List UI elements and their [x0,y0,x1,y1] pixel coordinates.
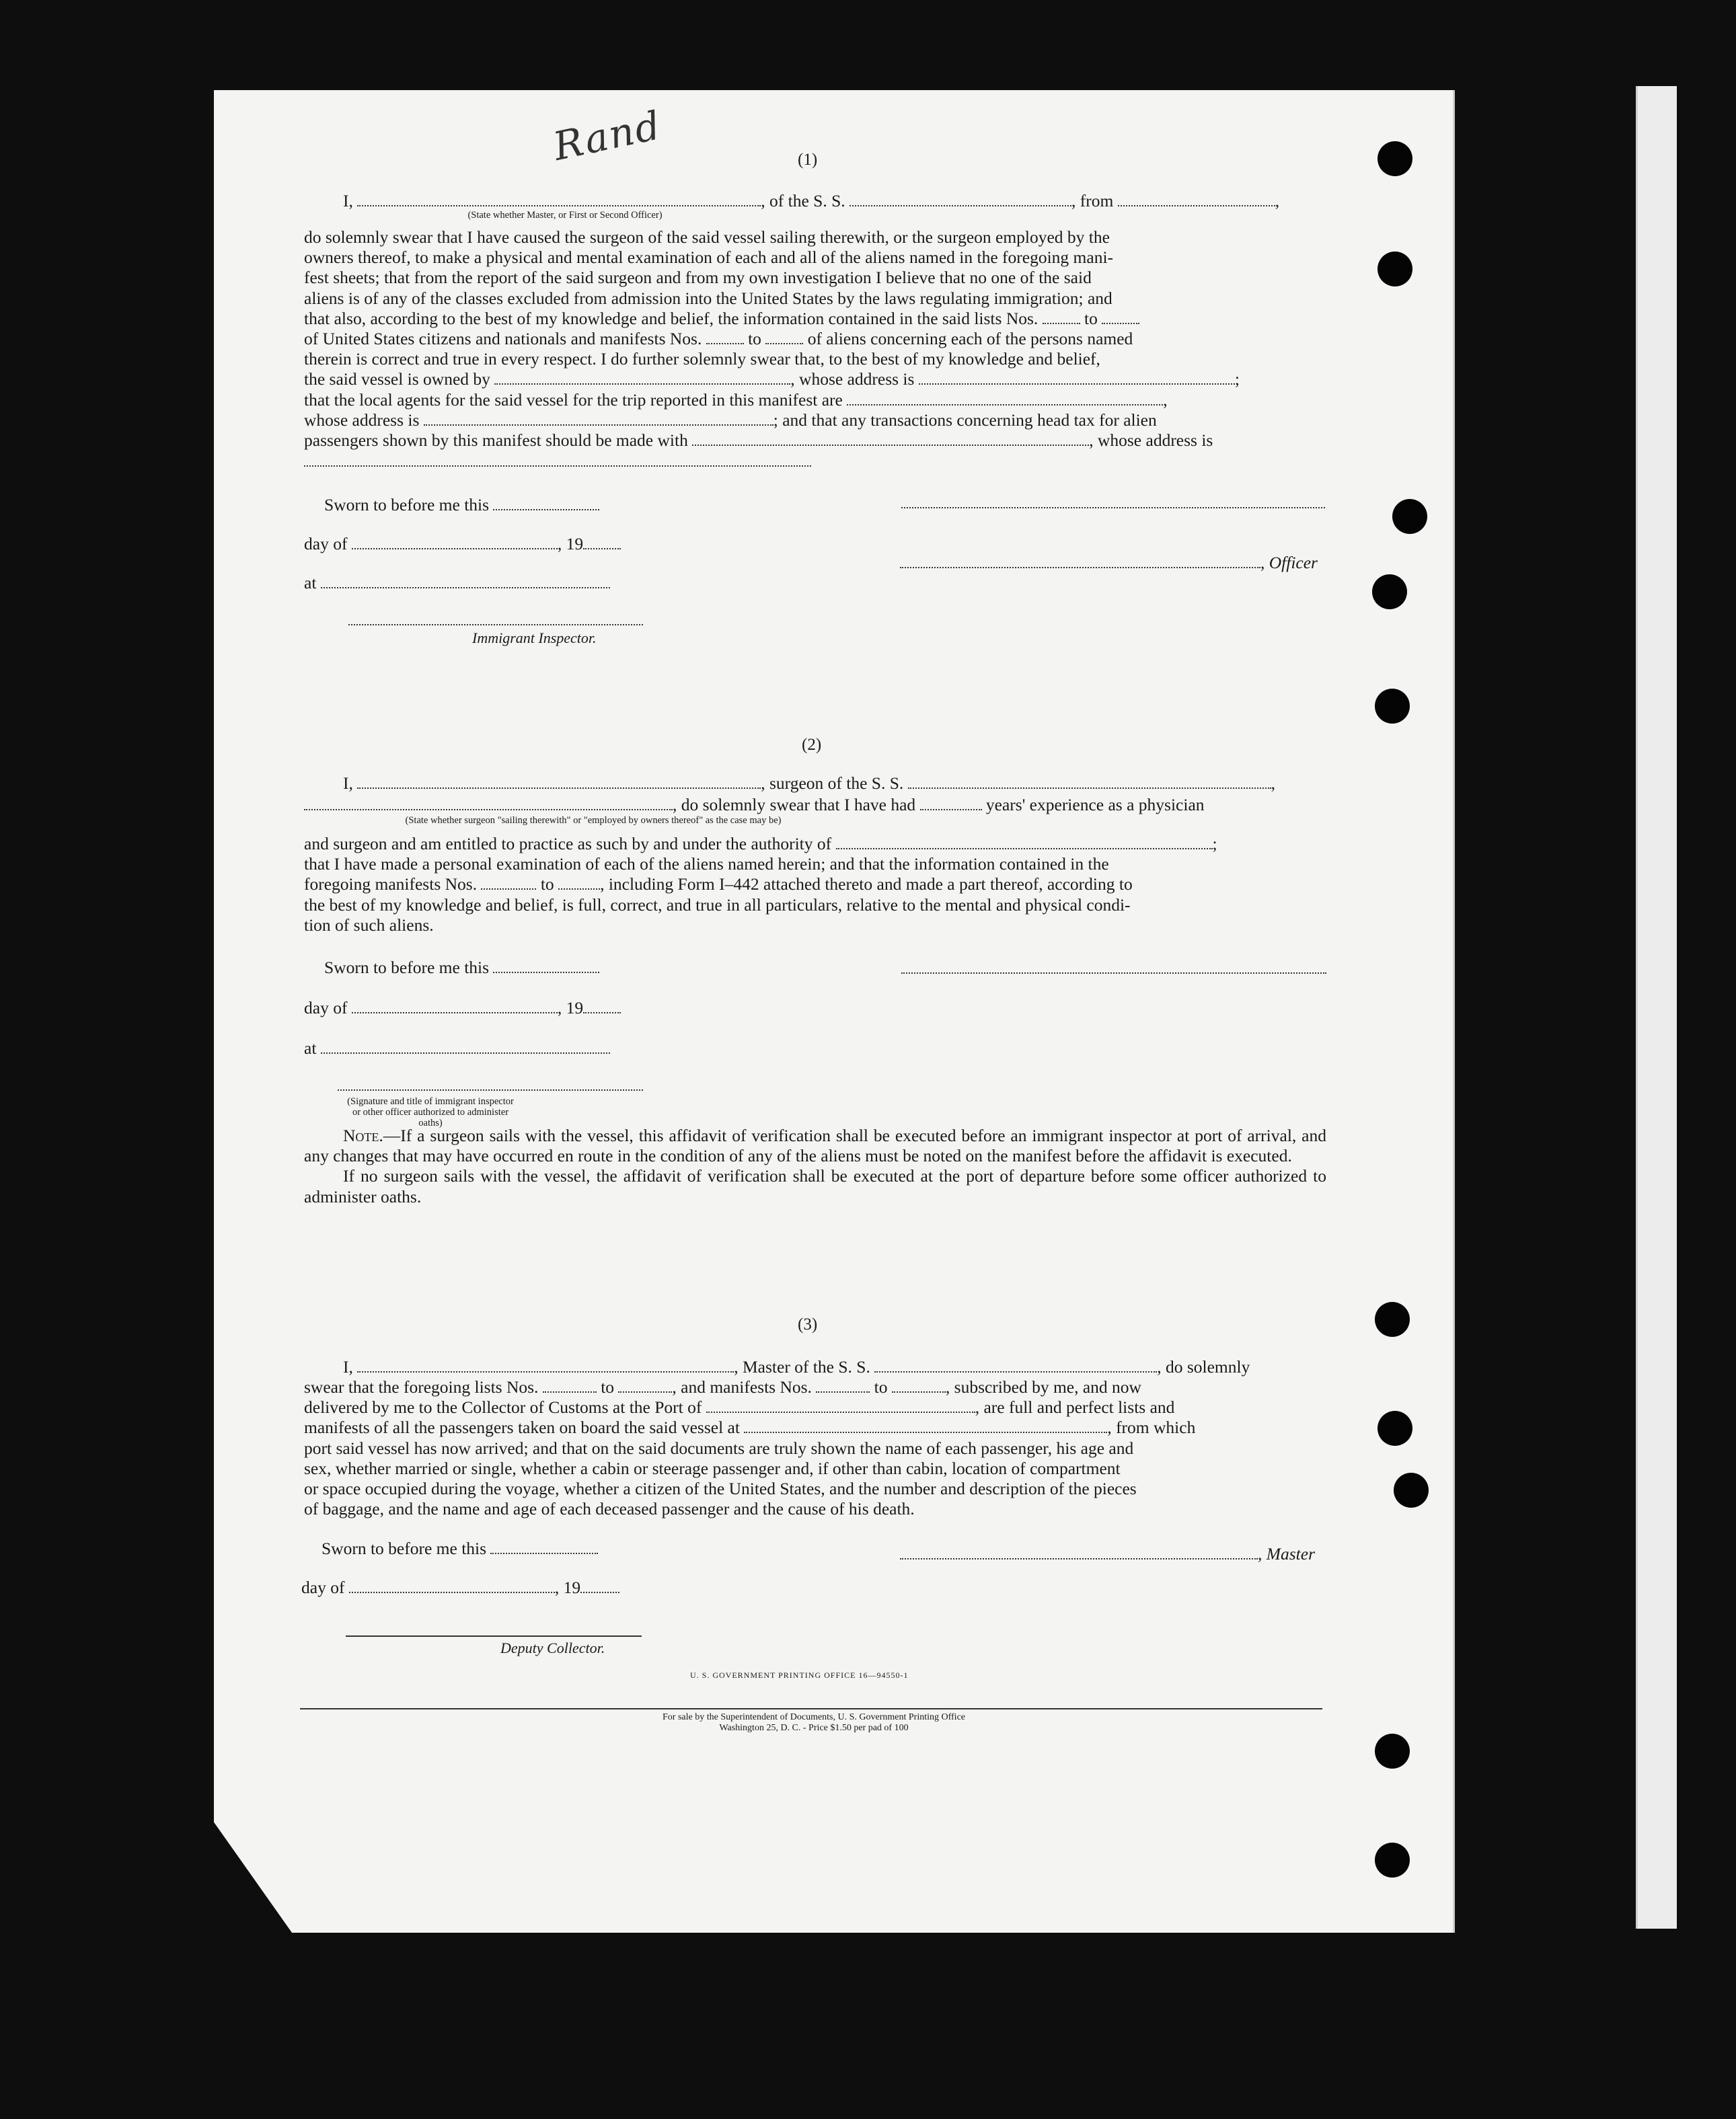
month-field[interactable] [352,1000,558,1013]
adjacent-page-edge [1636,86,1677,1929]
oath-line: I, , of the S. S. , from , [343,191,1280,210]
inspector-signature-field[interactable] [348,624,643,625]
oath-paragraph-1: do solemnly swear that I have caused the surgeon of the said vessel sailing therewith, or the surgeon employed by the owners thereof, to make a physical and mental examination of each and all of the aliens named in the foregoing mani- fest sheets; that from the report of the said surgeon and from my own investigation I believe that no one of the said aliens is of any of the classes excluded from admission into the United States by the laws regulating immigration; and that also, according to the best of my knowledge and belief, the information contained in the said lists Nos. to of United States citizens and nationals and manifests Nos. to of aliens concerning each of the persons named therein is correct and true in every respect. I do further solemnly swear that, to the best of my knowledge and belief, the said vessel is owned by , whose address is ; that the local agents for the said vessel for the trip reported in this manifest are , whose address is ; and that any transactions concerning head tax for alien passengers shown by this manifest should be made with , whose address is [304,227,1240,451]
day-of-line: day of , 19 [301,1578,619,1598]
from-port-field[interactable] [1118,193,1275,206]
footer-rule [300,1708,1322,1709]
oath-paragraph-2: and surgeon and am entitled to practice as such by and under the authority of ; that I have made a personal examination of each of the aliens named herein; and that the information contained in the foregoing manifests Nos. to , including Form I–442 attached thereto and made a part thereof, according to the best of my knowledge and belief, is full, correct, and true in all particulars, relative to the mental and physical condi- tion of such aliens. [304,834,1217,935]
section-number: (1) [798,151,818,169]
port-field[interactable] [706,1399,975,1413]
surgeon-name-field[interactable] [357,775,761,789]
officer-line: , Officer [900,553,1318,573]
sworn-day-field[interactable] [493,960,599,973]
sworn-line: Sworn to before me this [324,958,599,978]
head-tax-agent-field[interactable] [692,432,1089,446]
signature-caption: (Signature and title of immigrant inspector or other officer authorized to administer oaths) [347,1096,514,1128]
punch-hole [1378,1411,1412,1446]
inspector-signature-field[interactable] [338,1089,643,1091]
place-field[interactable] [321,1040,610,1054]
month-field[interactable] [349,1580,555,1593]
manifest-from-field[interactable] [816,1379,870,1393]
day-of-line: day of , 19 [304,998,621,1018]
printer-imprint: U. S. GOVERNMENT PRINTING OFFICE 16—94550-1 [690,1670,909,1680]
sworn-line: Sworn to before me this [322,1539,598,1559]
note-paragraph: Note.—If a surgeon sails with the vessel, this affidavit of verification shall be executed before an immigrant inspector at port of arrival, and any changes that may have occurred en route in the condition of any of the aliens must be noted on the manifest before the affidavit is executed. If no surgeon sails with the vessel, the affidavit of verification shall be executed at the port of departure before some officer authorized to administer oaths. [304,1126,1326,1206]
officer-title-field[interactable] [900,555,1260,568]
at-line: at [304,1038,610,1058]
oath-line: I, , Master of the S. S. , do solemnly [343,1357,1250,1377]
departure-port-field[interactable] [744,1420,1107,1433]
surgeon-type-field[interactable] [304,797,673,810]
section-number: (3) [798,1315,818,1334]
sworn-day-field[interactable] [493,497,599,510]
agent-address-field[interactable] [424,412,773,426]
field-caption: (State whether Master, or First or Second Officer) [467,210,663,221]
local-agents-field[interactable] [847,392,1163,406]
officer-signature-field[interactable] [901,507,1325,508]
manifest-no-to-field[interactable] [765,331,803,344]
at-line: at [304,573,610,593]
authority-field[interactable] [836,836,1213,849]
punch-hole [1375,1302,1410,1337]
officer-rank-field[interactable] [357,193,761,206]
master-signature-field[interactable] [900,1546,1258,1559]
place-field[interactable] [321,575,610,588]
punch-hole [1372,574,1407,609]
handwritten-annotation: Rand [549,102,666,170]
list-to-field[interactable] [618,1379,672,1393]
year-field[interactable] [583,1000,621,1013]
vessel-name-field[interactable] [850,193,1071,206]
manifest-from-field[interactable] [481,876,536,890]
sworn-line: Sworn to before me this [324,495,599,515]
manifest-no-from-field[interactable] [706,331,744,344]
signature-caption: Deputy Collector. [500,1640,605,1656]
oath-paragraph-3: swear that the foregoing lists Nos. to , and manifests Nos. to , subscribed by me, and now delivered by me to the Collector of Customs at the Port of , are full and perfect lists and manifests of all the passengers taken on board the said vessel at , from which port said vessel has now arrived; and that on the said documents are truly shown the name of each passenger, his age and sex, whether married or single, whether a cabin or steerage passenger and, if other than cabin, location of compartment or space occupied during the voyage, whether a citizen of the United States, and the number and description of the pieces of baggage, and the name and age of each deceased passenger and the cause of his death. [304,1377,1196,1519]
owner-address-field[interactable] [919,371,1235,385]
list-no-from-field[interactable] [1043,311,1080,324]
vessel-name-field[interactable] [874,1359,1157,1373]
oath-line: I, , surgeon of the S. S. , [343,773,1276,793]
day-of-line: day of , 19 [304,534,621,554]
master-name-field[interactable] [357,1359,734,1373]
vessel-owner-field[interactable] [494,371,790,385]
punch-hole [1392,499,1427,534]
punch-hole [1375,1734,1410,1769]
deputy-signature-field[interactable] [346,1635,642,1637]
master-signature-line: , Master [900,1544,1315,1564]
signature-caption: Immigrant Inspector. [472,629,597,646]
list-no-to-field[interactable] [1102,311,1139,324]
vessel-name-field[interactable] [908,775,1271,789]
punch-hole [1394,1473,1429,1508]
surgeon-experience-line: , do solemnly swear that I have had years' experience as a physician [304,795,1326,815]
manifest-to-field[interactable] [558,876,600,890]
page-edge [1453,90,1455,1933]
years-field[interactable] [920,797,982,810]
month-field[interactable] [352,536,558,549]
section-number: (2) [802,736,822,754]
punch-hole [1375,689,1410,724]
sale-notice: For sale by the Superintendent of Documents, U. S. Government Printing Office Washington 25, D. C. - Price $1.50 per pad of 100 [663,1712,965,1733]
punch-hole [1375,1843,1410,1878]
punch-hole [1378,252,1412,286]
punch-hole [1378,141,1412,176]
sworn-day-field[interactable] [490,1541,598,1554]
year-field[interactable] [583,536,621,549]
year-field[interactable] [580,1580,619,1593]
list-from-field[interactable] [543,1379,597,1393]
head-tax-address-field[interactable] [304,465,811,467]
manifest-to-field[interactable] [892,1379,946,1393]
surgeon-signature-field[interactable] [901,972,1326,974]
field-caption: (State whether surgeon "sailing therewith" or "employed by owners thereof" as the case may be) [405,815,782,826]
